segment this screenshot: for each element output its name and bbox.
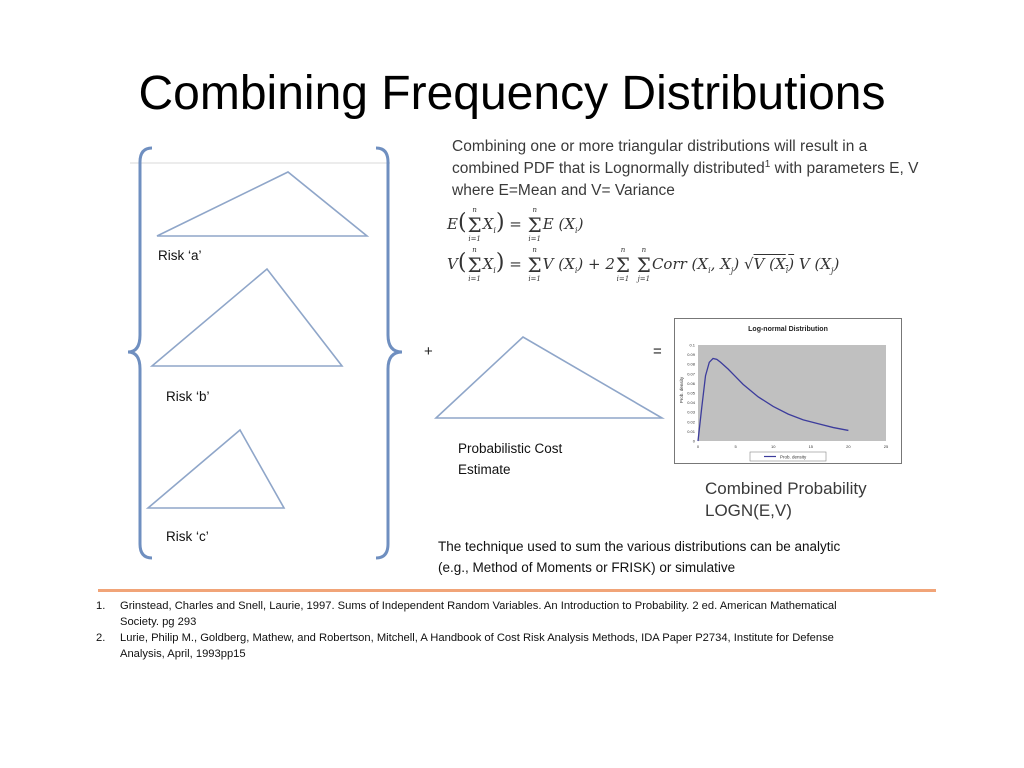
triangle-risk-a	[157, 172, 367, 236]
plot-area	[698, 345, 886, 441]
cost-estimate-label-2: Estimate	[458, 462, 511, 477]
chart-ylabel: Prob. density	[679, 376, 684, 404]
slide-title: Combining Frequency Distributions	[138, 67, 886, 120]
left-brace-icon	[128, 148, 152, 558]
y-tick-label: 0.02	[687, 419, 695, 425]
risk-b-label: Risk ‘b’	[166, 389, 210, 404]
technique-line-2: (e.g., Method of Moments or FRISK) or simulative	[438, 560, 736, 575]
x-tick-label: 25	[883, 444, 889, 449]
y-tick-label: 0	[692, 438, 695, 444]
y-tick-label: 0.09	[687, 352, 695, 358]
y-tick-label: 0.01	[687, 428, 695, 434]
description-text: Combining one or more triangular distributions will result in a combined PDF that is Lognormally distributed$^1$ with parameters E, V where E=Mean and V= Variance	[452, 138, 919, 199]
footnotes	[96, 598, 966, 662]
risk-c-label: Risk ‘c’	[166, 529, 209, 544]
technique-line-1: The technique used to sum the various distributions can be analytic	[438, 539, 841, 554]
plus-sign: +	[424, 343, 433, 360]
y-tick-label: 0.03	[687, 409, 695, 415]
variance-formula: V( n Σ i=1 $X_i$) = n Σ i=1 V $(X_i) + 2$ n Σ i=1 n Σ j=1 Corr ($X_i$, $X_j$) √V $(X_i)$ V $(X_j)$	[447, 246, 840, 283]
lognormal-chart	[674, 318, 902, 464]
x-tick-label: 5	[734, 444, 737, 449]
chart-title: Log-normal Distribution	[748, 326, 828, 333]
y-tick-label: 0.04	[687, 400, 695, 406]
x-tick-label: 20	[846, 444, 851, 449]
y-tick-label: 0.06	[687, 380, 695, 386]
legend-label: Prob. density	[780, 454, 807, 460]
combined-probability-label: Combined Probability LOGN(E,V)	[705, 479, 867, 520]
mean-formula: E( n Σ i=1 $X_i$) = n Σ i=1 E $(X_i)$	[447, 206, 584, 243]
footnote-2-text: Lurie, Philip M., Goldberg, Mathew, and Robertson, Mitchell, A Handbook of Cost Risk Analysis Methods, IDA Paper P2734, Institute for Defense Analysis, April, 1993pp15	[120, 632, 834, 660]
equals-sign: =	[653, 343, 662, 360]
footnote-1: 1. Grinstead, Charles and Snell, Laurie, 1997. Sums of Independent Random Variables. An Introduction to Probability. 2 ed. American Mathematical Society. pg 293	[96, 600, 837, 628]
risk-group-graphic	[120, 140, 420, 565]
x-tick-label: 10	[770, 444, 776, 449]
x-tick-label: 15	[808, 444, 814, 449]
cost-estimate-label-1: Probabilistic Cost	[458, 441, 563, 456]
triangle-risk-b	[152, 269, 342, 366]
right-brace-icon	[376, 148, 402, 558]
y-tick-label: 0.1	[689, 342, 695, 348]
risk-a-label: Risk ‘a’	[158, 248, 202, 263]
footnote-2: 2. Lurie, Philip M., Goldberg, Mathew, and Robertson, Mitchell, A Handbook of Cost Risk Analysis Methods, IDA Paper P2734, Institute for Defense Analysis, April, 1993pp15	[96, 632, 834, 660]
triangle-risk-c	[148, 430, 284, 508]
divider-line	[98, 589, 936, 592]
triangle-cost-estimate	[436, 337, 662, 418]
cost-estimate-graphic	[430, 332, 670, 424]
footnote-1-text: Grinstead, Charles and Snell, Laurie, 1997. Sums of Independent Random Variables. An Introduction to Probability. 2 ed. American Mathematical Society. pg 293	[120, 600, 837, 628]
x-tick-label: 0	[696, 444, 700, 449]
y-tick-label: 0.07	[687, 371, 695, 377]
y-tick-label: 0.08	[687, 361, 695, 367]
y-tick-label: 0.05	[687, 390, 695, 396]
